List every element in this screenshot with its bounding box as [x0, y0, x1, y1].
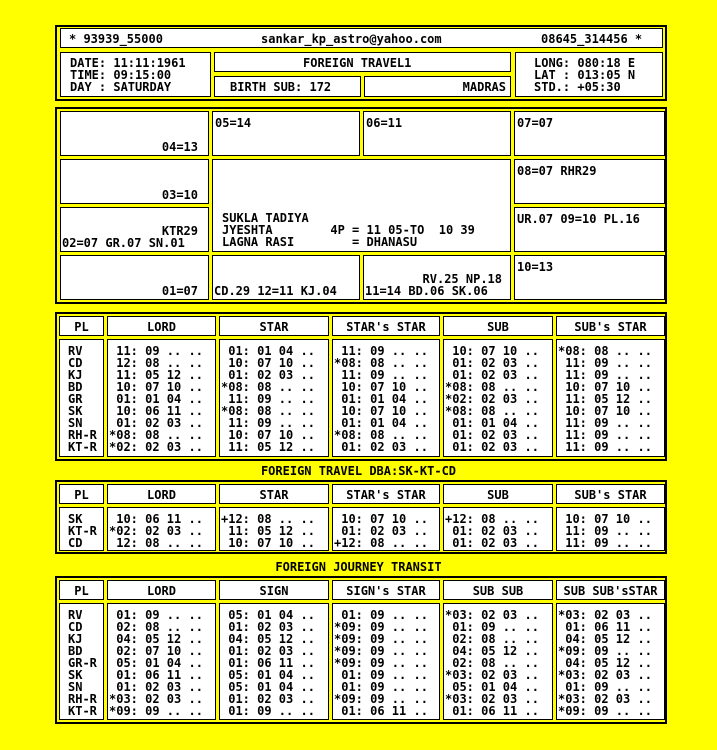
house-cell: RV.25 NP.18 11=14 BD.06 SK.06 [363, 255, 511, 300]
col-header: SUB SUB [443, 580, 553, 600]
birth-sub-box [214, 76, 361, 97]
transit-title: FOREIGN JOURNEY TRANSIT [275, 560, 442, 574]
col-sub: 10: 07 10 .. 01: 02 03 .. 01: 02 03 .. *08: 08 .. .. *02: 02 03 .. *08: 08 .. .. 01: 01 04 .. 01: 02 03 .. 01: 02 03 .. [443, 339, 553, 457]
birth-sub: BIRTH SUB: 172 [230, 80, 332, 94]
chart-title: FOREIGN TRAVEL1 [303, 56, 412, 70]
col-lord: 10: 06 11 .. *02: 02 03 .. 12: 08 .. .. [107, 507, 216, 551]
col-star: 01: 01 04 .. 10: 07 10 .. 01: 02 03 .. *08: 08 .. .. 11: 09 .. .. *08: 08 .. .. 11: 09 .. .. 10: 07 10 .. 11: 05 12 .. [219, 339, 329, 457]
col-header: LORD [107, 316, 216, 336]
nakshatra: JYESHTA 4P = 11 05-TO 10 39 [222, 223, 475, 237]
tithi: SUKLA TADIYA [222, 211, 309, 225]
phone-right: 08645_314456 * [541, 32, 643, 46]
place: MADRAS [462, 80, 506, 94]
col-star-star: 11: 09 .. .. *08: 08 .. .. 11: 09 .. .. 10: 07 10 .. 01: 01 04 .. 10: 07 10 .. 01: 01 04 .. *08: 08 .. .. 01: 02 03 .. [332, 339, 440, 457]
house-cell: 07=07 [514, 111, 665, 156]
col-header: SIGN's STAR [332, 580, 440, 600]
contact-bar [60, 28, 663, 48]
day: DAY : SATURDAY [70, 80, 172, 94]
title-box [214, 52, 511, 72]
std-offset: STD.: +05:30 [534, 80, 621, 94]
phone-left: * 93939_55000 [69, 32, 163, 46]
dba-title: FOREIGN TRAVEL DBA:SK-KT-CD [260, 464, 457, 478]
datetime-box [60, 52, 211, 97]
col-header: LORD [107, 580, 216, 600]
col-star-star: 10: 07 10 .. 01: 02 03 .. +12: 08 .. .. [332, 507, 440, 551]
place-box [364, 76, 511, 97]
col-sub-star: *08: 08 .. .. 11: 09 .. .. 11: 09 .. .. 10: 07 10 .. 11: 05 12 .. 10: 07 10 .. 11: 09 .. .. 11: 09 .. .. 11: 09 .. .. [556, 339, 665, 457]
col-header: SUB's STAR [556, 484, 665, 504]
col-header: PL [59, 316, 104, 336]
house-cell: 03=10 [60, 159, 209, 204]
col-lord: 11: 09 .. .. 12: 08 .. .. 11: 05 12 .. 10: 07 10 .. 01: 01 04 .. 10: 06 11 .. 01: 02 03 .. *08: 08 .. .. *02: 02 03 .. [107, 339, 216, 457]
time: TIME: 09:15:00 [70, 68, 172, 82]
col-header: LORD [107, 484, 216, 504]
col-sign: 05: 01 04 .. 01: 02 03 .. 04: 05 12 .. 01: 02 03 .. 01: 06 11 .. 05: 01 04 .. 05: 01 04 .. 01: 02 03 .. 01: 09 .. .. [219, 603, 329, 720]
col-header: SIGN [219, 580, 329, 600]
house-cell: CD.29 12=11 KJ.04 [212, 255, 360, 300]
col-header: PL [59, 580, 104, 600]
col-star: +12: 08 .. .. 11: 05 12 .. 10: 07 10 .. [219, 507, 329, 551]
col-sign-star: 01: 09 .. .. *09: 09 .. .. *09: 09 .. .. *09: 09 .. .. *09: 09 .. .. 01: 09 .. .. 01: 09 .. .. *09: 09 .. .. 01: 06 11 .. [332, 603, 440, 720]
house-cell: 01=07 [60, 255, 209, 300]
col-sub-sub: *03: 02 03 .. 01: 09 .. .. 02: 08 .. .. 04: 05 12 .. 02: 08 .. .. *03: 02 03 .. 05: 01 04 .. *03: 02 03 .. 01: 06 11 .. [443, 603, 553, 720]
col-header: SUB [443, 316, 553, 336]
house-cell: UR.07 09=10 PL.16 [514, 207, 665, 252]
house-cell: 10=13 [514, 255, 665, 300]
date: DATE: 11:11:1961 [70, 56, 186, 70]
col-header: STAR [219, 316, 329, 336]
col-sub-star: 10: 07 10 .. 11: 09 .. .. 11: 09 .. .. [556, 507, 665, 551]
col-header: STAR's STAR [332, 316, 440, 336]
longitude: LONG: 080:18 E [534, 56, 636, 70]
house-cell: 04=13 [60, 111, 209, 156]
col-header: STAR's STAR [332, 484, 440, 504]
house-cell: KTR29 02=07 GR.07 SN.01 [60, 207, 209, 252]
col-header: SUB's STAR [556, 316, 665, 336]
house-cell: 06=11 [363, 111, 511, 156]
email: sankar_kp_astro@yahoo.com [261, 32, 442, 46]
house-cell: 05=14 [212, 111, 360, 156]
col-header: PL [59, 484, 104, 504]
col-planets: RV CD KJ BD GR SK SN RH-R KT-R [59, 339, 104, 457]
col-header: STAR [219, 484, 329, 504]
latitude: LAT : 013:05 N [534, 68, 636, 82]
col-header: SUB SUB'sSTAR [556, 580, 665, 600]
col-header: SUB [443, 484, 553, 504]
chart-center [212, 159, 511, 252]
col-lord: 01: 09 .. .. 02: 08 .. .. 04: 05 12 .. 02: 07 10 .. 05: 01 04 .. 01: 06 11 .. 01: 02 03 .. *03: 02 03 .. *09: 09 .. .. [107, 603, 216, 720]
lagna-rasi: LAGNA RASI = DHANASU [222, 235, 418, 249]
location-box [515, 52, 663, 97]
col-sub-sub-star: *03: 02 03 .. 01: 06 11 .. 04: 05 12 .. *09: 09 .. .. 04: 05 12 .. *03: 02 03 .. 01: 09 .. .. *03: 02 03 .. *09: 09 .. .. [556, 603, 665, 720]
col-planets: SK KT-R CD [59, 507, 104, 551]
col-sub: +12: 08 .. .. 01: 02 03 .. 01: 02 03 .. [443, 507, 553, 551]
col-planets: RV CD KJ BD GR-R SK SN RH-R KT-R [59, 603, 104, 720]
house-cell: 08=07 RHR29 [514, 159, 665, 204]
